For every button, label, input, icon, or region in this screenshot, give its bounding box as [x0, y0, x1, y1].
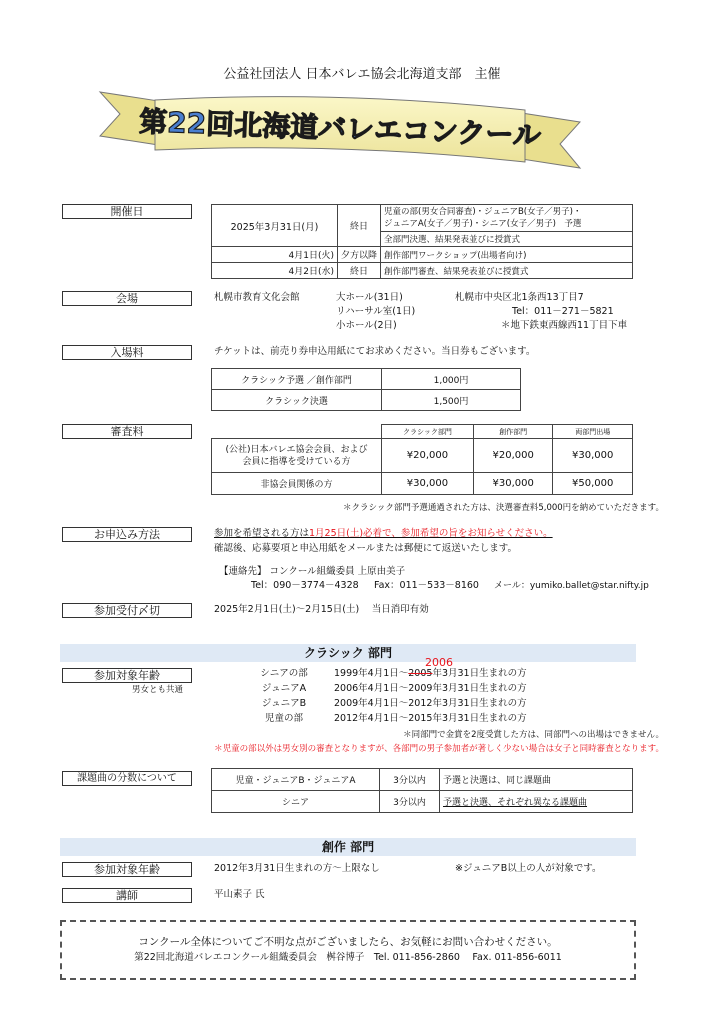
admission-row-name: クラシック決選 — [212, 390, 382, 411]
fee-nonmember-label: 非協会員関係の方 — [212, 473, 382, 495]
music-label: 課題曲の分数について — [62, 771, 192, 786]
venue-name: 札幌市教育文化会館 — [214, 292, 300, 303]
admission-table — [211, 368, 521, 411]
venue-address: 札幌市中央区北1条西13丁目7 — [455, 292, 584, 303]
age-correction: 2006 — [425, 656, 453, 669]
day2-time: 夕方以降 — [338, 247, 381, 263]
schedule-label: 開催日 — [62, 204, 192, 219]
struck-year: 2005 — [408, 668, 433, 679]
venue-hall3: 小ホール(2日) — [336, 320, 397, 331]
classic-section-title: クラシック 部門 — [60, 644, 636, 662]
fee-nonmember-value: ¥50,000 — [553, 473, 633, 495]
footer-line1: コンクール全体についてご不明な点がございましたら、お気軽にお問い合わせください。 — [138, 936, 558, 948]
classic-cat: シニアの部 — [260, 668, 308, 679]
application-deadline-text: 1月25日(土)必着で、参加希望の旨をお知らせください。 — [309, 528, 553, 539]
classic-age-sub: 男女とも共通 — [132, 685, 184, 695]
fee-table — [211, 424, 633, 495]
day3-date: 4月2日(水) — [212, 263, 338, 279]
lecturer-label: 講師 — [62, 888, 192, 903]
deadline-text: 2025年2月1日(土)～2月15日(土) 当日消印有効 — [214, 604, 429, 615]
contact-title: 【連絡先】 コンクール組織委員 上原由美子 — [219, 566, 406, 577]
day2-date: 4月1日(火) — [212, 247, 338, 263]
organizer: 公益社団法人 日本バレエ協会北海道支部 主催 — [223, 67, 501, 82]
application-line1-text: 参加を希望される方は — [214, 528, 310, 539]
fee-member-value: ¥20,000 — [473, 439, 553, 473]
contact-mail: メール：yumiko.ballet@star.nifty.jp — [494, 581, 649, 591]
day1-line1: 児童の部(男女合同審査)・ジュニアB(女子／男子)・ — [384, 207, 582, 217]
contact-fax: Fax：011－533－8160 — [374, 580, 479, 591]
music-desc: 予選と決選は、同じ課題曲 — [440, 769, 633, 791]
fee-header: 両部門出場 — [553, 425, 633, 439]
classic-age-range: 2006年4月1日～2009年3月31日生まれの方 — [334, 683, 527, 694]
music-cat: シニア — [212, 791, 380, 813]
admission-label: 入場料 — [62, 345, 192, 360]
classic-note2: ＊児童の部以外は男女別の審査となりますが、各部門の男子参加者が著しく少ない場合は女子と同時審査となります。 — [214, 744, 664, 754]
day1-line3: 全部門決選、結果発表並びに授賞式 — [381, 232, 633, 247]
schedule-table — [211, 204, 633, 279]
classic-cat: 児童の部 — [264, 713, 303, 724]
classic-cat: ジュニアA — [261, 683, 307, 694]
fee-note: ＊クラシック部門予選通過された方は、決選審査料5,000円を納めていただきます。 — [343, 503, 664, 513]
application-line2: 確認後、応募要項と申込用紙をメールまたは郵便にて返送いたします。 — [214, 543, 518, 554]
classic-age-range: 2012年4月1日～2015年3月31日生まれの方 — [334, 713, 527, 724]
classic-age-range: 2009年4月1日～2012年3月31日生まれの方 — [334, 698, 527, 709]
contact-tel: Tel：090－3774－4328 — [251, 580, 359, 591]
day3-time: 終日 — [338, 263, 381, 279]
fee-member-label-2: 会員に指導を受けている方 — [242, 456, 351, 467]
fee-header: クラシック部門 — [382, 425, 474, 439]
day3-event: 創作部門審査、結果発表並びに授賞式 — [381, 263, 633, 279]
fee-member-value: ¥20,000 — [382, 439, 474, 473]
footer-line2: 第22回北海道バレエコンクール組織委員会 桝谷博子 Tel. 011-856-2860 Fax. 011-856-6011 — [134, 952, 562, 963]
day2-event: 創作部門ワークショップ(出場者向け) — [381, 247, 633, 263]
classic-age-label: 参加対象年齢 — [62, 668, 192, 683]
creative-section-title: 創作 部門 — [60, 838, 636, 856]
admission-row-price: 1,000円 — [382, 369, 521, 390]
fee-header: 創作部門 — [473, 425, 553, 439]
fee-nonmember-value: ¥30,000 — [382, 473, 474, 495]
creative-age-label: 参加対象年齢 — [62, 862, 192, 877]
admission-row-name: クラシック予選 ／創作部門 — [212, 369, 382, 390]
fee-member-label-1: (公社)日本バレエ協会会員、および — [225, 444, 368, 455]
banner-title: 第22回北海道バレエコンクール — [138, 104, 542, 153]
venue-hall1: 大ホール(31日) — [336, 292, 403, 303]
deadline-label: 参加受付〆切 — [62, 603, 192, 618]
fee-label: 審査料 — [62, 424, 192, 439]
day1-date: 2025年3月31日(月) — [212, 205, 338, 247]
day1-line2: ジュニアA(女子／男子)・シニア(女子／男子) 予選 — [384, 219, 582, 229]
classic-cat: ジュニアB — [261, 698, 307, 709]
creative-age-note: ※ジュニアB以上の人が対象です。 — [455, 863, 602, 874]
day1-time: 終日 — [338, 205, 381, 247]
lecturer-name: 平山素子 氏 — [214, 889, 265, 900]
classic-age-range: 1999年4月1日～2005年3月31日生まれの方 — [334, 668, 527, 679]
application-label: お申込み方法 — [62, 527, 192, 542]
footer-box — [60, 920, 636, 980]
fee-member-value: ¥30,000 — [553, 439, 633, 473]
music-table — [211, 768, 633, 813]
music-time: 3分以内 — [380, 791, 440, 813]
application-line1 — [214, 528, 553, 540]
creative-age-text: 2012年3月31日生まれの方～上限なし — [214, 863, 380, 874]
music-cat: 児童・ジュニアB・ジュニアA — [212, 769, 380, 791]
admission-note: チケットは、前売り券申込用紙にてお求めください。当日券もございます。 — [214, 346, 536, 357]
fee-nonmember-value: ¥30,000 — [473, 473, 553, 495]
venue-tel: Tel：011－271－5821 — [512, 306, 614, 317]
classic-note1: ＊同部門で金賞を2度受賞した方は、同部門への出場はできません。 — [403, 730, 664, 740]
title-banner — [95, 86, 585, 176]
music-time: 3分以内 — [380, 769, 440, 791]
venue-hall2: リハーサル室(1日) — [336, 306, 416, 317]
music-desc: 予選と決選、それぞれ異なる課題曲 — [440, 791, 633, 813]
admission-row-price: 1,500円 — [382, 390, 521, 411]
venue-label: 会場 — [62, 291, 192, 306]
venue-access: ＊地下鉄東西線西11丁目下車 — [501, 320, 628, 331]
